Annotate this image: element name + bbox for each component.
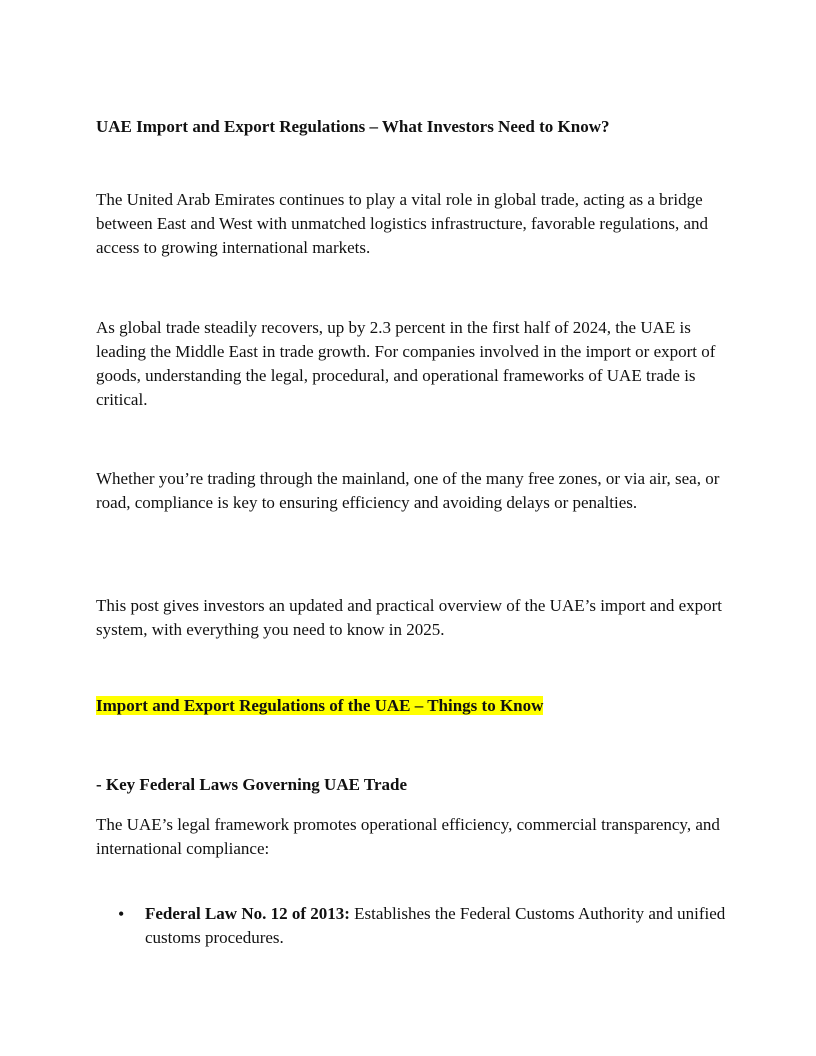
paragraph-overview: This post gives investors an updated and practical overview of the UAE’s import and export system, with everything you need to know in 2025. xyxy=(96,596,723,639)
law-description: Establishes the Federal Customs Authority and unified customs procedures. xyxy=(145,904,726,947)
page-title: UAE Import and Export Regulations – What Investors Need to Know? xyxy=(96,117,610,136)
paragraph-trade-growth: As global trade steadily recovers, up by 2.3 percent in the first half of 2024, the UAE is leading the Middle East in trade growth. For companies involved in the import or export of goods, understanding the legal, procedural, and operational frameworks of UAE trade is critical. xyxy=(96,318,716,409)
subheading-federal-laws: - Key Federal Laws Governing UAE Trade xyxy=(96,775,408,794)
list-item-text xyxy=(145,902,735,950)
law-label: Federal Law No. 12 of 2013: xyxy=(145,904,350,923)
highlighted-heading-text: Import and Export Regulations of the UAE – Things to Know xyxy=(96,696,544,715)
paragraph-compliance: Whether you’re trading through the mainland, one of the many free zones, or via air, sea, or road, compliance is key to ensuring efficiency and avoiding delays or penalties. xyxy=(96,469,720,512)
section-heading xyxy=(96,694,736,718)
paragraph-intro: The United Arab Emirates continues to play a vital role in global trade, acting as a bridge between East and West with unmatched logistics infrastructure, favorable regulations, and access to growing international markets. xyxy=(96,190,709,257)
bullet-icon: • xyxy=(118,904,125,924)
paragraph-legal-framework: The UAE’s legal framework promotes operational efficiency, commercial transparency, and international compliance: xyxy=(96,815,720,858)
